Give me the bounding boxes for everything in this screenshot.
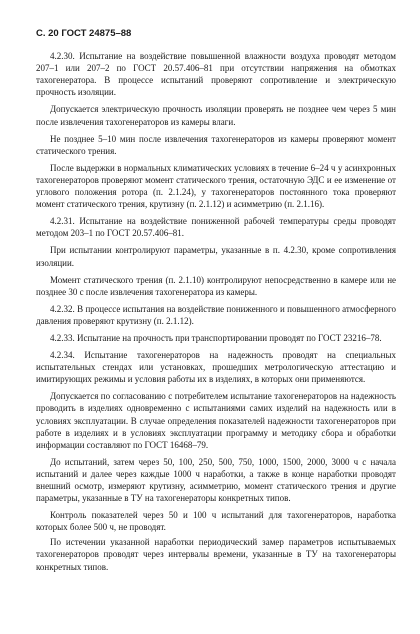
paragraph-static-friction-moment: Момент статического трения (п. 2.1.10) контролируют непосредственно в камере или не позднее 30 с после извлечения тахогенератора из камеры.	[36, 274, 396, 297]
paragraph-4-2-32: 4.2.32. В процессе испытания на воздействие пониженного и повышенного атмосферного давления проверяют крутизну (п. 2.1.12).	[36, 303, 396, 326]
page-header: С. 20 ГОСТ 24875–88	[36, 28, 132, 39]
paragraph-inspection-schedule: До испытаний, затем через 50, 100, 250, 500, 750, 1000, 1500, 2000, 3000 ч с начала испытаний и далее через каждые 1000 ч наработки, а также в конце наработки проводят внешний осмотр, измеряют крутизну, асимметрию, момент статического трения и другие параметры, указанные в ТУ на тахогенераторы конкретных типов.	[36, 456, 396, 504]
paragraph-4-2-33: 4.2.33. Испытание на прочность при транспортировании проводят по ГОСТ 23216–78.	[50, 332, 382, 343]
paragraph-4-2-34: 4.2.34. Испытание тахогенераторов на надежность проводят на специальных испытательных стендах или установках, прошедших метрологическую аттестацию и имитирующих режимы и условия работы их в изделиях, в которых они применяются.	[36, 350, 396, 385]
paragraph-controlled-parameters: При испытании контролируют параметры, указанные в п. 4.2.30, кроме сопротивления изоляции.	[36, 245, 396, 268]
paragraph-reliability-in-products: Допускается по согласованию с потребителем испытание тахогенераторов на надежность проводить в изделиях одновременно с испытаниями самих изделий на надежность или в условиях эксплуатации. В случае определения показателей надежности тахогенераторов при работе в изделиях и в условиях эксплуатации программу и методику сбора и обработки информации составляют по ГОСТ 16468–79.	[36, 391, 396, 450]
paragraph-insulation-strength: Допускается электрическую прочность изоляции проверять не позднее чем через 5 мин после извлечения тахогенераторов из камеры влаги.	[36, 104, 396, 127]
paragraph-climatic-exposure: После выдержки в нормальных климатических условиях в течение 6–24 ч у асинхронных тахогенераторов проверяют момент статического трения, остаточную ЭДС и ее изменение от углового положения ротора (п. 2.1.24), у тахогенераторов постоянного тока проверяют момент статического трения, крутизну (п. 2.1.12) и асимметрию (п. 2.1.16).	[36, 162, 396, 210]
paragraph-4-2-31: 4.2.31. Испытание на воздействие пониженной рабочей температуры среды проводят методом 203–1 по ГОСТ 20.57.406–81.	[36, 216, 396, 239]
paragraph-static-friction-check: Не позднее 5–10 мин после извлечения тахогенераторов из камеры проверяют момент статического трения.	[36, 133, 396, 156]
paragraph-periodic-measurement: По истечении указанной наработки периодический замер параметров испытываемых тахогенераторов проводят через интервалы времени, указанные в ТУ на тахогенераторы конкретных типов.	[36, 537, 396, 572]
paragraph-4-2-30: 4.2.30. Испытание на воздействие повышенной влажности воздуха проводят методом 207–1 или 207–2 по ГОСТ 20.57.406–81 при отсутствии напряжения на обмотках тахогенератора. В процессе испытаний проверяют сопротивление и электрическую прочность изоляции.	[36, 51, 396, 98]
paragraph-control-exception: Контроль показателей через 50 и 100 ч испытаний для тахогенераторов, наработка которых более 500 ч, не проводят.	[36, 510, 396, 533]
